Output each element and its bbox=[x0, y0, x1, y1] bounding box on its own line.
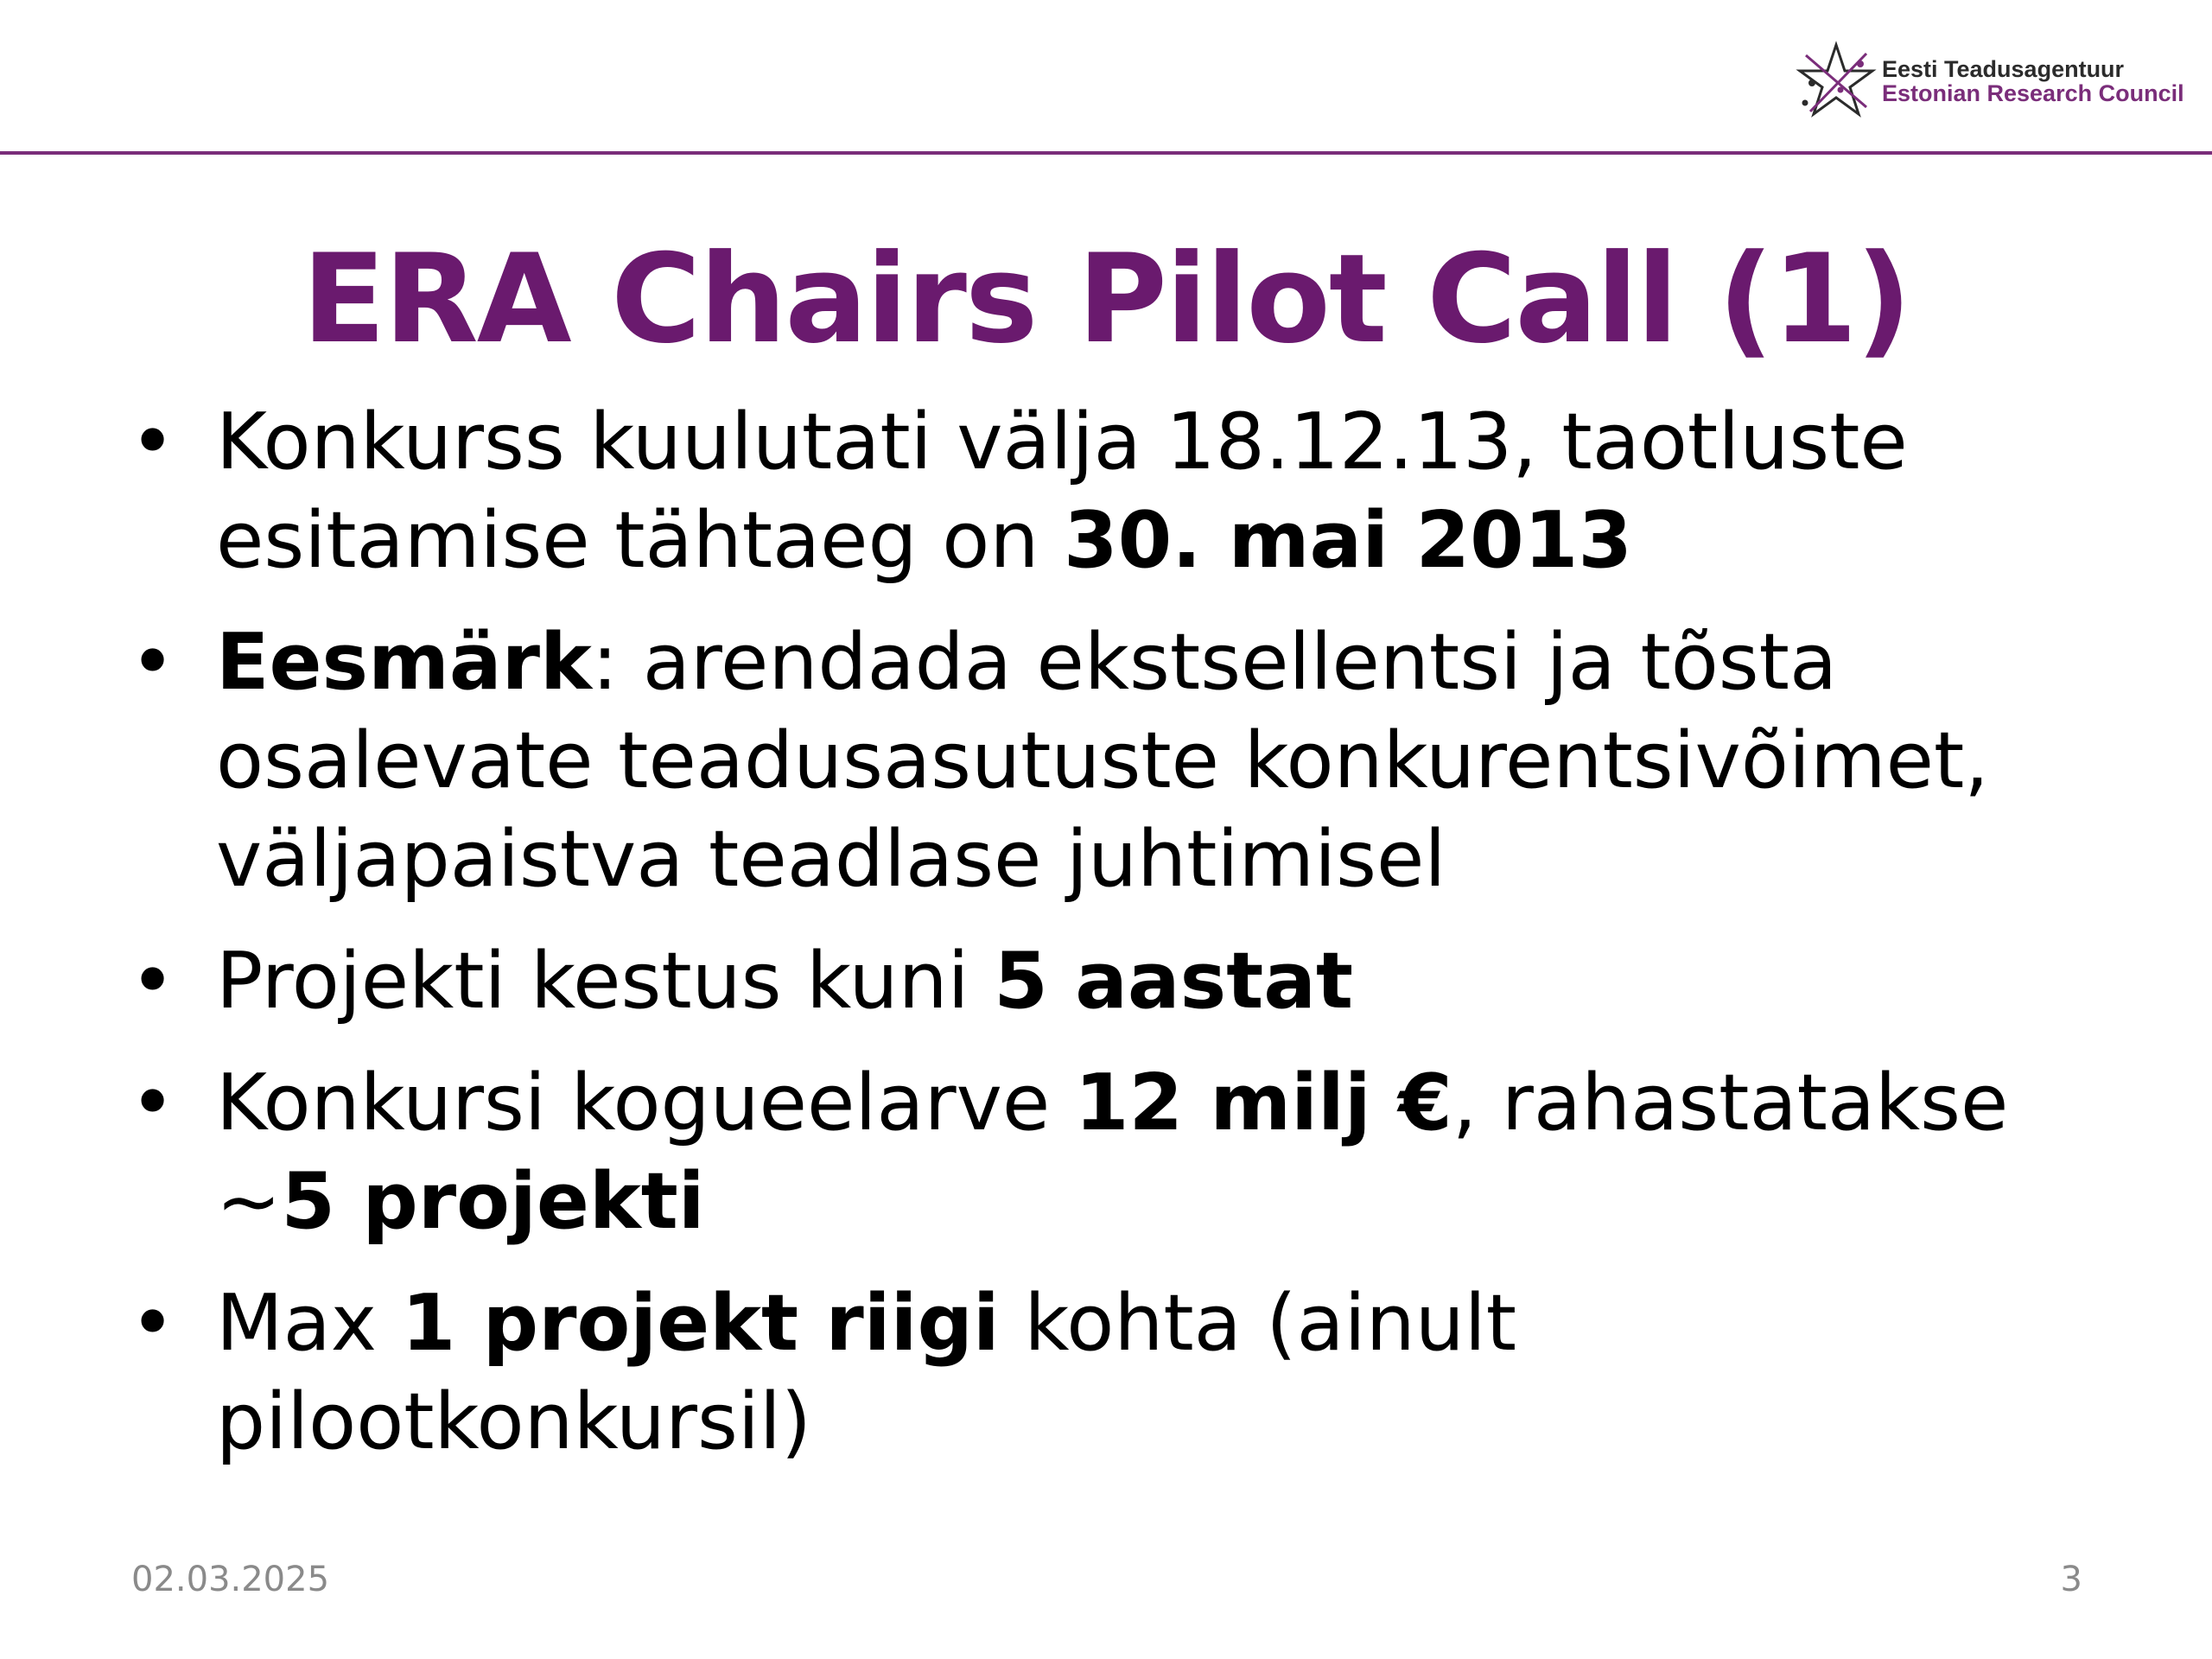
bullet-marker: • bbox=[130, 1278, 176, 1369]
bullet-emphasis: 1 projekt riigi bbox=[401, 1278, 1000, 1369]
bullet-marker: • bbox=[130, 1058, 176, 1148]
bullet-item bbox=[130, 1274, 2091, 1471]
bullet-text: , rahastatakse ~ bbox=[216, 1058, 2009, 1247]
bullet-item bbox=[130, 613, 2091, 909]
footer-date: 02.03.2025 bbox=[131, 1560, 330, 1599]
bullet-marker: • bbox=[130, 397, 176, 487]
page-number: 3 bbox=[2060, 1560, 2082, 1599]
bullet-text: : arendada ekstsellentsi ja tõsta osalevate teadusasutuste konkurentsivõimet, väljapaistva teadlase juhtimisel bbox=[216, 617, 1989, 905]
logo-name-english: Estonian Research Council bbox=[1882, 80, 2184, 106]
bullet-text: Konkursi kogueelarve bbox=[216, 1058, 1075, 1148]
bullet-marker: • bbox=[130, 936, 176, 1027]
logo-text bbox=[1882, 57, 2184, 105]
bullet-item bbox=[130, 932, 2091, 1031]
bullet-emphasis: 12 milj € bbox=[1074, 1058, 1452, 1148]
bullet-text: Max bbox=[216, 1278, 402, 1369]
header-divider bbox=[0, 151, 2212, 155]
logo-name-estonian: Eesti Teadusagentuur bbox=[1882, 56, 2125, 82]
slide-title: ERA Chairs Pilot Call (1) bbox=[302, 228, 1910, 371]
bullet-text: Konkurss kuulutati välja 18.12.13, taotluste esitamise tähtaeg on bbox=[216, 397, 1908, 586]
bullet-emphasis: 5 aastat bbox=[994, 936, 1354, 1027]
bullet-emphasis: Eesmärk bbox=[216, 617, 592, 708]
bullet-item bbox=[130, 393, 2091, 590]
bullet-text: Projekti kestus kuni bbox=[216, 936, 995, 1027]
bullet-emphasis: 30. mai 2013 bbox=[1064, 495, 1632, 586]
bullet-marker: • bbox=[130, 617, 176, 708]
bullet-item bbox=[130, 1054, 2091, 1251]
star-logo-icon bbox=[1793, 38, 1879, 124]
bullet-text: kohta (ainult pilootkonkursil) bbox=[216, 1278, 1517, 1467]
bullet-emphasis: 5 projekti bbox=[281, 1156, 705, 1247]
bullet-list bbox=[130, 393, 2091, 1495]
estonian-research-council-logo bbox=[1793, 38, 2184, 124]
